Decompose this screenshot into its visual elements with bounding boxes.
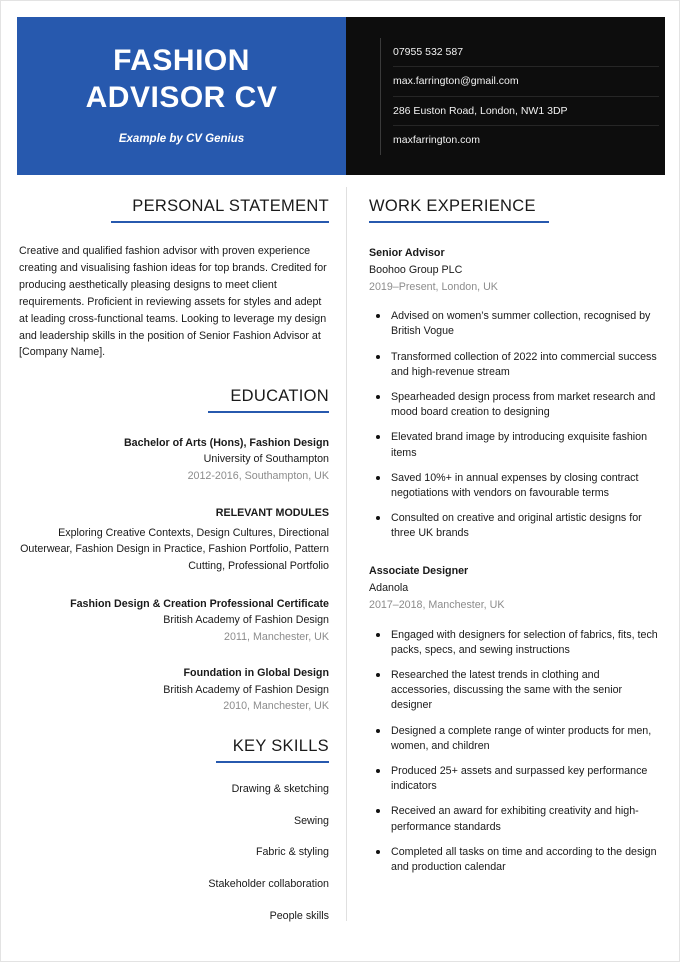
- work-experience-heading: WORK EXPERIENCE: [369, 197, 536, 215]
- list-item: Researched the latest trends in clothing and accessories, discussing the same with the senior designer: [369, 668, 661, 714]
- list-item: People skills: [269, 910, 329, 923]
- list-item: Consulted on creative and original artistic designs for three UK brands: [369, 511, 661, 541]
- left-column: [19, 197, 329, 942]
- education-meta: 2011, Manchester, UK: [224, 630, 329, 643]
- personal-statement-rule: [111, 221, 329, 223]
- section-personal-statement: [19, 197, 329, 223]
- contact-list: [380, 38, 659, 155]
- education-school: University of Southampton: [203, 453, 329, 466]
- list-item: Engaged with designers for selection of fabrics, fits, tech packs, specs, and sewing instructions: [369, 628, 661, 658]
- relevant-modules-heading: RELEVANT MODULES: [215, 506, 329, 519]
- right-column: [369, 197, 661, 885]
- cv-title-line-2: ADVISOR CV: [85, 81, 278, 114]
- list-item: Elevated brand image by introducing exquisite fashion items: [369, 430, 661, 460]
- education-meta: 2012-2016, Southampton, UK: [187, 469, 329, 482]
- relevant-modules-body: Exploring Creative Contexts, Design Cultures, Directional Outerwear, Fashion Design in Practice, Fashion Portfolio, Pattern Cutting, Professional Portfolio: [20, 526, 329, 572]
- list-item: Transformed collection of 2022 into commercial success and high-revenue stream: [369, 350, 661, 380]
- list-item: Drawing & sketching: [231, 782, 329, 795]
- cv-subtitle: Example by CV Genius: [118, 132, 245, 145]
- job-company: Boohoo Group PLC: [369, 263, 463, 276]
- education-entry: [19, 435, 329, 484]
- education-heading: EDUCATION: [230, 387, 329, 406]
- key-skills-rule: [216, 761, 329, 763]
- header-title-block: [17, 17, 346, 175]
- list-item: Received an award for exhibiting creativity and high-performance standards: [369, 804, 661, 834]
- section-key-skills: [19, 737, 329, 763]
- education-entry: [19, 596, 329, 645]
- section-work-experience: [369, 197, 661, 223]
- list-item: Advised on women’s summer collection, recognised by British Vogue: [369, 309, 661, 339]
- job-bullets: [369, 309, 661, 541]
- cv-header: [17, 17, 665, 175]
- section-education: [19, 387, 329, 413]
- education-meta: 2010, Manchester, UK: [223, 700, 329, 713]
- job-title: Senior Advisor: [369, 247, 445, 259]
- education-entry: [19, 665, 329, 714]
- list-item: Fabric & styling: [255, 846, 329, 859]
- personal-statement-body: Creative and qualified fashion advisor with proven experience creating and visualising fashion ideas for top brands. Credited for producing aesthetically pleasing designs to meet client requirements. Proficient in reviewing assets for styles and adept at leading cross-functional teams. Looking to leverage my design and leadership skills in the position of Senior Fashion Advisor at [Company Name].: [19, 245, 327, 359]
- education-school: British Academy of Fashion Design: [163, 683, 329, 696]
- work-experience-rule: [369, 221, 549, 223]
- key-skills-list: [19, 783, 329, 942]
- page-title: [86, 43, 278, 116]
- job-title: Associate Designer: [369, 565, 469, 578]
- contact-email[interactable]: max.farrington@gmail.com: [393, 67, 659, 97]
- cv-title-line-1: FASHION: [113, 44, 250, 78]
- column-divider: [346, 187, 347, 921]
- list-item: Saved 10%+ in annual expenses by closing contract negotiations with vendors on favourable terms: [369, 471, 661, 501]
- list-item: Sewing: [293, 814, 329, 827]
- education-school: British Academy of Fashion Design: [163, 614, 329, 627]
- job-entry: [369, 245, 661, 541]
- job-entry: [369, 563, 661, 875]
- education-degree: Fashion Design & Creation Professional Certificate: [70, 598, 329, 611]
- contact-block: [346, 17, 665, 175]
- job-meta: 2017–2018, Manchester, UK: [369, 599, 505, 612]
- list-item: Produced 25+ assets and surpassed key performance indicators: [369, 764, 661, 794]
- list-item: Completed all tasks on time and according to the design and production calendar: [369, 845, 661, 875]
- job-bullets: [369, 628, 661, 875]
- personal-statement-heading: PERSONAL STATEMENT: [132, 197, 329, 215]
- job-company: Adanola: [369, 582, 409, 595]
- list-item: Spearheaded design process from market research and mood board creation to designing: [369, 390, 661, 420]
- contact-website[interactable]: maxfarrington.com: [393, 134, 480, 146]
- contact-address[interactable]: 286 Euston Road, London, NW1 3DP: [393, 97, 659, 127]
- list-item: Designed a complete range of winter products for men, women, and children: [369, 724, 661, 754]
- education-rule: [208, 411, 329, 413]
- list-item: Stakeholder collaboration: [208, 878, 329, 891]
- job-meta: 2019–Present, London, UK: [369, 280, 498, 293]
- education-degree: Bachelor of Arts (Hons), Fashion Design: [123, 437, 329, 450]
- education-degree: Foundation in Global Design: [183, 667, 329, 680]
- key-skills-heading: KEY SKILLS: [232, 736, 329, 755]
- contact-phone[interactable]: 07955 532 587: [393, 38, 659, 68]
